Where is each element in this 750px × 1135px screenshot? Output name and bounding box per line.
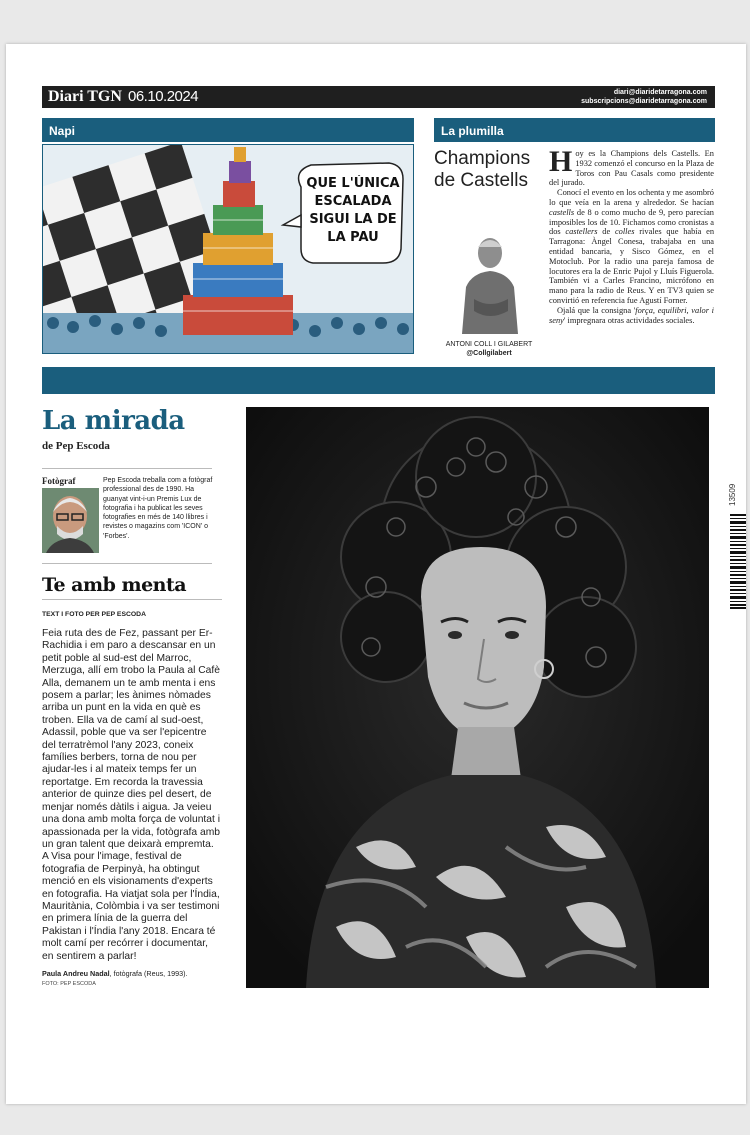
photographer-label: Fotògraf [42, 476, 76, 486]
column-text-run: rivales que había en Tarragona: Àngel Conesa, trabajaba en una entidad bancaria, y Sisco Gómez, en el Motoclub. Por la radio una pareja famosa de locutores era la de Enric Pujol y Lluís Figuerola. También vi a Carles Francino, micrófono en mano para la radio de Reus. Y en TV3 quien se convirtió en referencia fue Agustí Forner. [549, 227, 715, 305]
divider [42, 599, 222, 600]
author-name: ANTONI COLL I GILABERT [445, 341, 533, 348]
column-text-run: Ojalá que la consigna ' [557, 305, 636, 315]
barcode [730, 514, 746, 609]
contact-email[interactable]: diari@diaridetarragona.com [613, 89, 707, 96]
article-credit: TEXT I FOTO PER PEP ESCODA [42, 611, 146, 618]
photographer-photo [42, 488, 99, 553]
plumilla-section-label: La plumilla [441, 124, 504, 138]
cartoon-illustration [43, 145, 414, 354]
newspaper-page [6, 44, 746, 1104]
napi-section-header [42, 118, 414, 142]
plumilla-section-header [434, 118, 715, 142]
column-paragraph [549, 188, 714, 306]
column-paragraph [549, 145, 714, 188]
article-title: Te amb menta [42, 574, 187, 596]
section-title: La mirada [42, 406, 185, 436]
column-italic-term: força, equilibri, valor i seny [549, 305, 714, 325]
napi-cartoon [42, 144, 414, 354]
portrait-photo [246, 407, 709, 988]
column-italic-term: castellers [565, 227, 598, 237]
photographer-bio: Pep Escoda treballa com a fotògraf professional des de 1990. Ha guanyat vint-i-un Premis Lux de fotografia i ha publicat les seves fotografies en més de 140 llibres i revistes o magazins com 'ICON' o 'Forbes'. [103, 477, 213, 540]
article-body: Feia ruta des de Fez, passant per Er-Rachidia i em paro a descansar en un petit poble al sud-est del Marroc, Merzuga, allí em trobo la Paula al Cafè Alla, demanem un te amb menta i ens posem a parlar; les ànimes nòmades arriba un punt en la vida en què es troben. Ella va de camí al sud-oest, Adassil, poble que va ser l'epicentre del terratrèmol l'any 2023, coneix famílies berbers, torna de nou per ajudar-les i al mateix temps fer un reportatge. Em recorda la travessia anterior de quinze dies pel desert, de menjar només dàtils i aigua. Ja veieu una dona amb molta força de voluntat i apassionada per la vida, fotògrafa amb un gran talent que deixarà empremta. A Visa pour l'image, festival de fotografia de Perpinyà, ha obtingut menció en els visionaments d'experts en fotografia. Ha viatjat sola per l'Índia, Mauritània, Colòmbia i va ser testimoni en primera línia de la guerra del Pakistan i l'Índia l'any 2018. Encara té molt camí per recórrer i documentar, en sentirem a parlar! [42, 628, 221, 962]
column-text-run: Conocí el evento en los ochenta y me asombró lo que veía en la arena y alrededor. Se hacían [549, 188, 714, 207]
issue-date: 06.10.2024 [128, 88, 199, 105]
issue-number: 13509 [728, 483, 737, 506]
column-body [549, 145, 715, 325]
drop-cap: H [549, 145, 573, 178]
author-photo [452, 229, 524, 334]
section-divider-bar [42, 367, 715, 394]
column-italic-term: colles [614, 227, 635, 237]
divider [42, 563, 212, 564]
photo-credit: FOTO: PEP ESCODA [42, 981, 96, 987]
cartoon-speech-text: QUE L'ÚNICA ESCALADA SIGUI LA DE LA PAU [306, 176, 400, 245]
column-paragraph [549, 306, 714, 326]
masthead [42, 86, 715, 108]
napi-section-label: Napi [49, 124, 76, 138]
column-text-run: oy es la Champions dels Castells. En 1932 comenzó el concurso en la Plaza de Toros con Pau Casals como presidente del jurado. [549, 149, 714, 188]
subscription-email[interactable]: subscripcions@diaridetarragona.com [581, 98, 707, 105]
column-text-run: de [597, 227, 615, 237]
caption-name: Paula Andreu Nadal [42, 969, 110, 978]
column-italic-term: castells [549, 207, 575, 217]
column-text-run: ' impregnara otras actividades sociales. [563, 315, 695, 325]
brand-name: Diari TGN [48, 88, 122, 105]
section-subtitle: de Pep Escoda [42, 440, 110, 452]
divider [42, 468, 212, 469]
caption-detail: , fotògrafa (Reus, 1993). [109, 969, 188, 978]
author-handle[interactable]: @Collgilabert [466, 350, 512, 357]
column-text-run: de 8 o como mucho de 9, pero parecían imposibles los de 10. Fichamos como cronistas a dos [549, 207, 714, 237]
column-title: Champions de Castells [434, 148, 531, 191]
photo-caption [42, 969, 227, 978]
